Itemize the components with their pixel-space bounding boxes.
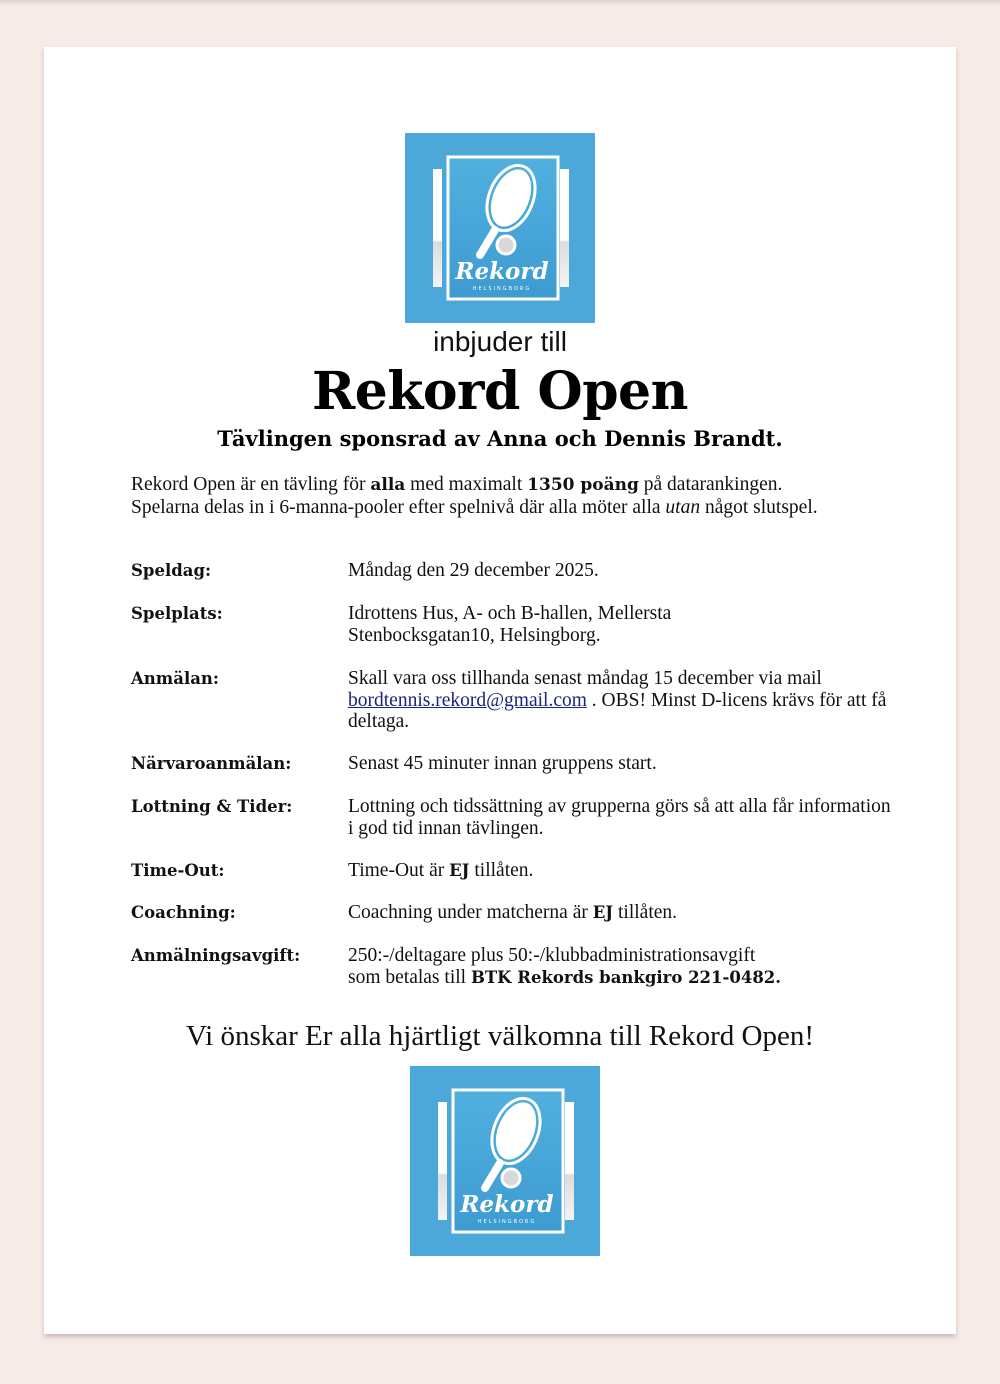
- intro-italic-utan: utan: [665, 496, 701, 518]
- info-value: Senast 45 minuter innan gruppens start.: [348, 753, 657, 774]
- intro-text: Rekord Open är en tävling för: [131, 474, 371, 495]
- club-logo-top: [405, 133, 595, 323]
- info-value: Måndag den 29 december 2025.: [348, 560, 599, 581]
- info-value: [348, 902, 893, 924]
- intro-bold-points: 1350 poäng: [527, 475, 639, 495]
- intro-text: något slutspel.: [700, 496, 818, 518]
- venue-line: Stenbocksgatan10, Helsingborg.: [348, 624, 601, 646]
- club-logo-bottom: [410, 1066, 600, 1256]
- intro-text: med maximalt: [405, 474, 528, 495]
- rule-text: tillåten.: [469, 860, 534, 881]
- registration-text: . OBS! Minst D-licens krävs för att få deltaga.: [348, 689, 887, 732]
- intro-paragraph: [131, 474, 876, 518]
- rule-text: Coachning under matcherna är: [348, 902, 593, 923]
- invites-text: inbjuder till: [433, 326, 567, 357]
- info-label: Närvaroanmälan:: [131, 754, 292, 773]
- fee-text: 250:-/deltagare plus 50:-/klubbadministrationsavgift: [348, 945, 756, 966]
- venue-line: Idrottens Hus, A- och B-hallen, Mellersta: [348, 603, 672, 624]
- page-title: Rekord Open: [312, 361, 688, 422]
- svg-text:Rekord: Rekord: [455, 258, 549, 285]
- info-label: Time-Out:: [131, 861, 225, 880]
- info-label: Anmälningsavgift:: [131, 946, 301, 965]
- email-link[interactable]: bordtennis.rekord@gmail.com: [348, 689, 587, 711]
- info-value: [348, 945, 893, 988]
- sponsor-subtitle: Tävlingen sponsrad av Anna och Dennis Brandt.: [217, 426, 783, 451]
- svg-text:HELSINGBORG: HELSINGBORG: [472, 286, 532, 292]
- table-tennis-paddle-icon: [410, 1066, 600, 1256]
- table-tennis-paddle-icon: [405, 133, 595, 323]
- document-page: [44, 47, 956, 1334]
- viewer-top-edge: [0, 0, 1000, 6]
- info-label: Anmälan:: [131, 669, 219, 688]
- welcome-message: Vi önskar Er alla hjärtligt välkomna till Rekord Open!: [185, 1020, 815, 1052]
- info-value: [348, 603, 893, 646]
- info-label: Spelplats:: [131, 604, 223, 623]
- info-label: Lottning & Tider:: [131, 797, 293, 816]
- intro-text: Spelarna delas in i 6-manna-pooler efter spelnivå där alla möter alla: [131, 496, 666, 518]
- info-value: [348, 860, 893, 882]
- svg-text:HELSINGBORG: HELSINGBORG: [477, 1219, 537, 1225]
- intro-bold-all: alla: [370, 475, 406, 495]
- svg-text:Rekord: Rekord: [460, 1191, 554, 1218]
- fee-text: som betalas till: [348, 966, 471, 988]
- rule-bold: EJ: [592, 903, 614, 922]
- intro-text: på datarankingen.: [638, 474, 783, 495]
- registration-text: Skall vara oss tillhanda senast måndag 15 december via mail: [348, 668, 822, 689]
- info-label: Coachning:: [131, 903, 236, 922]
- bankgiro-bold: BTK Rekords bankgiro 221-0482.: [470, 967, 782, 987]
- rule-bold: EJ: [449, 861, 470, 880]
- info-value: Lottning och tidssättning av grupperna görs så att alla får information i god tid innan tävlingen.: [348, 796, 891, 839]
- rule-text: tillåten.: [613, 902, 678, 923]
- info-label: Speldag:: [131, 561, 212, 580]
- info-value: [348, 668, 893, 733]
- rule-text: Time-Out är: [348, 860, 450, 881]
